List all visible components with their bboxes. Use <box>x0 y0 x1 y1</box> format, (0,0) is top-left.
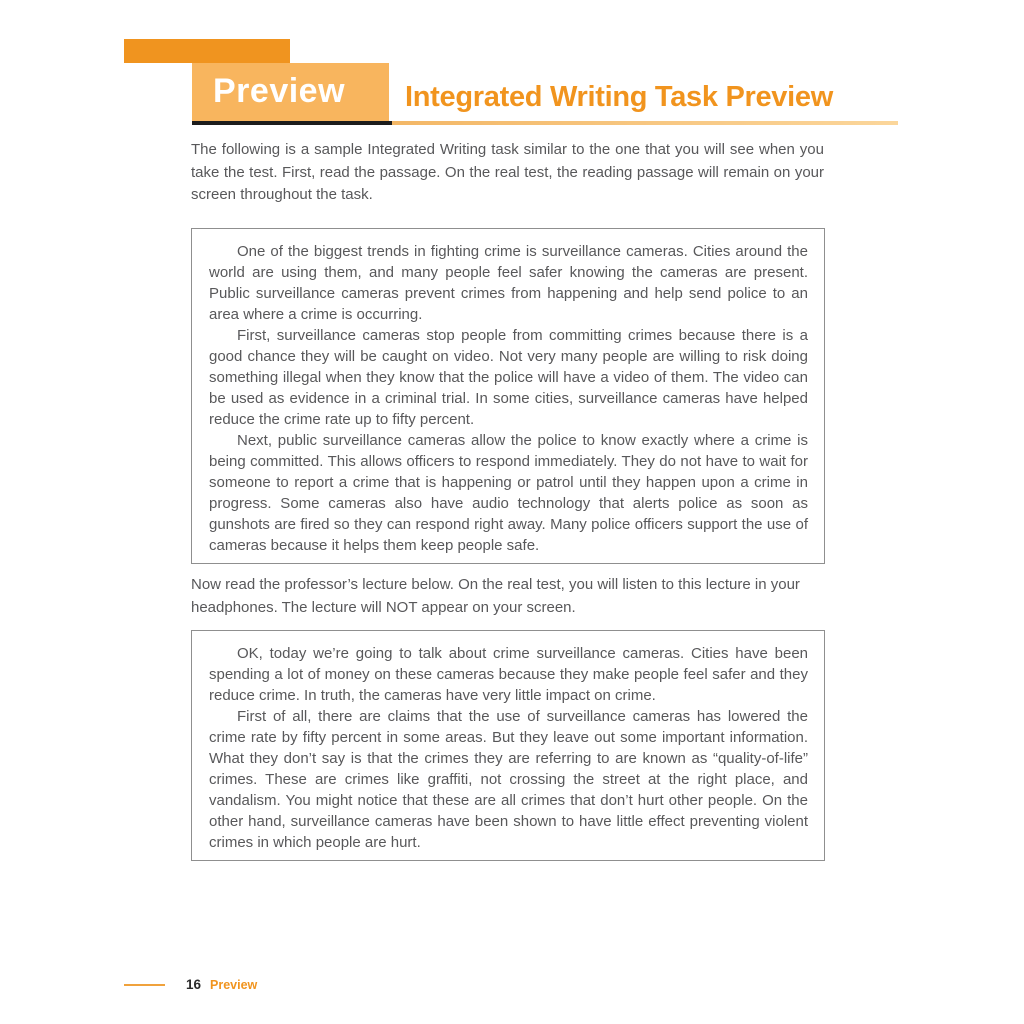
task-instructions: The following is a sample Integrated Writing task similar to the one that you will see when you take the test. First, read the passage. On the real test, the reading passage will remain on your screen throughout the task. <box>191 141 824 203</box>
passage-paragraph: Next, public surveillance cameras allow the police to know exactly where a crime is being committed. This allows officers to respond immediately. They do not have to wait for someone to report a crime that is happening or patrol until they happen upon a crime in progress. Some cameras also have audio technology that alerts police as soon as gunshots are fired so they can respond right away. Many police officers support the use of cameras because it helps them keep people safe. <box>209 432 808 554</box>
page-title: Integrated Writing Task Preview <box>405 81 833 113</box>
section-badge: Preview <box>192 63 389 122</box>
passage-paragraph: First, surveillance cameras stop people from committing crimes because there is a good chance they will be caught on video. Not very many people are willing to risk doing something illegal when they know that the police will have a video of them. The video can be used as evidence in a criminal trial. In some cities, surveillance cameras have helped reduce the crime rate up to fifty percent. <box>209 327 808 428</box>
lecture-passage-box <box>191 630 825 861</box>
passage-paragraph: One of the biggest trends in fighting crime is surveillance cameras. Cities around the world are using them, and many people feel safer knowing the cameras are present. Public surveillance cameras prevent crimes from happening and help send police to an area where a crime is occurring. <box>209 243 808 323</box>
lecture-paragraph: First of all, there are claims that the use of surveillance cameras has lowered the crime rate by fifty percent in some areas. But they leave out some important information. What they don’t say is that the crimes they are referring to are known as “quality-of-life” crimes. These are crimes like graffiti, not crossing the street at the right place, and vandalism. You might notice that these are all crimes that don’t hurt other people. On the other hand, surveillance cameras have been shown to have little effect preventing violent crimes in which people are hurt. <box>209 708 808 851</box>
badge-underline <box>192 121 392 125</box>
header-rule <box>392 121 898 125</box>
lecture-paragraph: OK, today we’re going to talk about crime surveillance cameras. Cities have been spending a lot of money on these cameras because they make people feel safer and they reduce crime. In truth, the cameras have very little impact on crime. <box>209 645 808 704</box>
page-number: 16 <box>186 977 202 992</box>
lecture-instructions: Now read the professor’s lecture below. On the real test, you will listen to this lecture in your headphones. The lecture will NOT appear on your screen. <box>191 576 800 616</box>
reading-passage-box <box>191 228 825 564</box>
footer-section-label: Preview <box>210 977 258 992</box>
footer-rule <box>124 984 165 986</box>
header-accent-bar <box>124 39 290 63</box>
page-footer <box>124 977 257 992</box>
